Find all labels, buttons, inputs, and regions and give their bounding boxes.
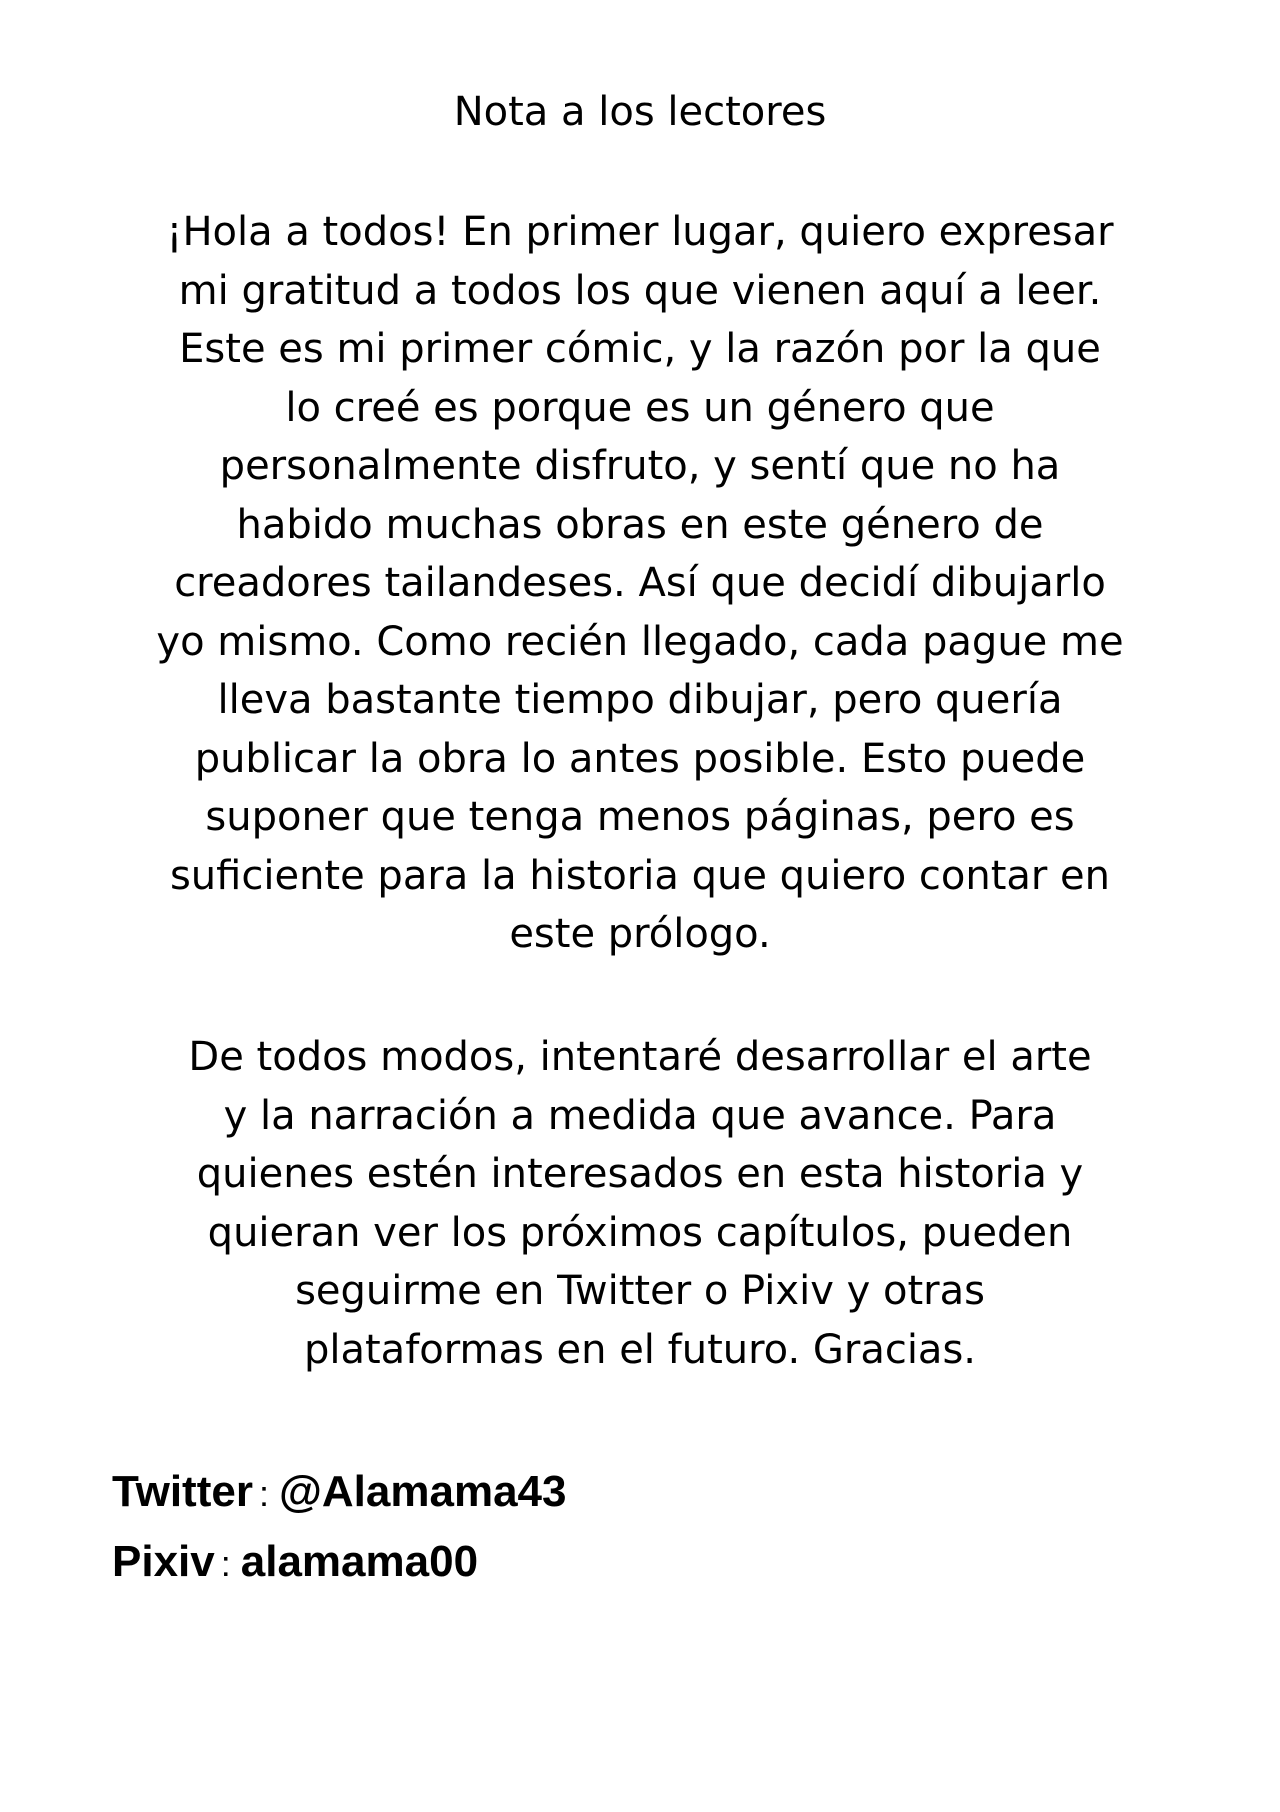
twitter-handle: @Alamama43: [278, 1467, 567, 1516]
text-line: lo creé es porque es un género que: [285, 384, 995, 431]
twitter-label: Twitter: [112, 1467, 253, 1516]
paragraph-intro: [0, 203, 1280, 964]
text-line: quieran ver los próximos capítulos, pueden: [207, 1209, 1073, 1256]
text-line: mi gratitud a todos los que vienen aquí a leer.: [178, 267, 1102, 314]
text-line: ¡Hola a todos! En primer lugar, quiero expresar: [166, 209, 1114, 255]
text-line: y la narración a medida que avance. Para: [223, 1092, 1057, 1139]
text-line: quienes estén interesados en esta historia y: [196, 1151, 1084, 1197]
paragraph-closing: [0, 1028, 1280, 1379]
pixiv-separator: :: [220, 1543, 231, 1584]
pixiv-contact: [112, 1528, 567, 1598]
page-title: Nota a los lectores: [453, 89, 827, 135]
twitter-contact: [112, 1458, 567, 1528]
text-line: Este es mi primer cómic, y la razón por la que: [179, 326, 1101, 372]
text-line: personalmente disfruto, y sentí que no ha: [219, 443, 1061, 489]
text-line: yo mismo. Como recién llegado, cada pague me: [156, 618, 1124, 665]
text-line: creadores tailandeses. Así que decidí dibujarlo: [174, 560, 1106, 606]
text-line: suficiente para la historia que quiero contar en: [169, 852, 1111, 899]
twitter-separator: :: [258, 1473, 269, 1514]
text-line: lleva bastante tiempo dibujar, pero quería: [217, 677, 1063, 723]
contact-info: [112, 1458, 567, 1598]
text-line: plataformas en el futuro. Gracias.: [303, 1326, 976, 1373]
pixiv-label: Pixiv: [112, 1537, 215, 1586]
text-line: De todos modos, intentaré desarrollar el arte: [188, 1034, 1092, 1080]
text-line: suponer que tenga menos páginas, pero es: [205, 794, 1075, 840]
text-line: publicar la obra lo antes posible. Esto puede: [194, 735, 1086, 782]
text-line: este prólogo.: [509, 911, 771, 957]
text-line: habido muchas obras en este género de: [236, 501, 1044, 548]
pixiv-handle: alamama00: [240, 1537, 479, 1586]
text-line: seguirme en Twitter o Pixiv y otras: [295, 1268, 985, 1314]
